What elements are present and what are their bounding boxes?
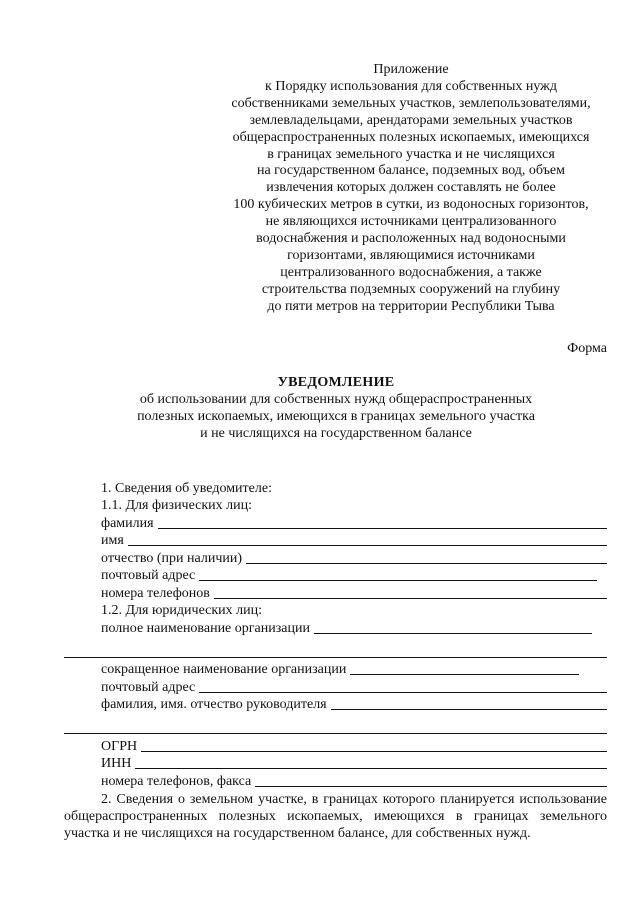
phones-fax-label: номера телефонов, факса bbox=[101, 773, 252, 789]
inn-label: ИНН bbox=[101, 756, 132, 771]
name-label: имя bbox=[101, 533, 124, 548]
ogrn-label: ОГРН bbox=[101, 738, 138, 754]
inn-row bbox=[64, 754, 607, 772]
director-field[interactable] bbox=[331, 709, 607, 710]
individuals-heading-row bbox=[64, 496, 607, 514]
appendix-line: к Порядку использования для собственных нужд bbox=[265, 78, 557, 94]
appendix-line: общераспространенных полезных ископаемых, имеющихся bbox=[232, 129, 590, 145]
form-label: Форма bbox=[567, 341, 607, 356]
subtitle-line: об использовании для собственных нужд общераспространенных bbox=[139, 392, 533, 407]
appendix-line: до пяти метров на территории Республики Тыва bbox=[267, 298, 555, 314]
full-name-field[interactable] bbox=[314, 633, 592, 634]
document-subtitle bbox=[60, 391, 612, 442]
individuals-heading: 1.1. Для физических лиц: bbox=[101, 498, 253, 513]
appendix-line: 100 кубических метров в сутки, из водоносных горизонтов, bbox=[233, 197, 589, 213]
director-label: фамилия, имя. отчество руководителя bbox=[101, 697, 327, 712]
surname-field[interactable] bbox=[158, 528, 607, 529]
short-name-row bbox=[64, 660, 607, 678]
appendix-line: водоснабжения и расположенных над водоносными bbox=[256, 231, 566, 247]
appendix-line: Приложение bbox=[373, 62, 449, 77]
subtitle-line: и не числящихся на государственном балансе bbox=[200, 426, 472, 441]
postal-address-row bbox=[64, 566, 607, 584]
document-title: УВЕДОМЛЕНИЕ bbox=[277, 375, 395, 390]
section1-heading: 1. Сведения об уведомителе: bbox=[101, 480, 272, 496]
appendix-line: извлечения которых должен составлять не более bbox=[266, 180, 556, 196]
patronymic-label: отчество (при наличии) bbox=[101, 550, 243, 566]
appendix-line: в границах земельного участка и не числящихся bbox=[267, 146, 555, 162]
legal-postal-address-field[interactable] bbox=[199, 692, 607, 693]
subtitle-line: полезных ископаемых, имеющихся в границах земельного участка bbox=[137, 409, 535, 424]
appendix-header bbox=[200, 62, 622, 316]
postal-address-label: почтовый адрес bbox=[101, 568, 196, 583]
short-name-field[interactable] bbox=[350, 674, 579, 675]
appendix-line: собственниками земельных участков, землепользователями, bbox=[231, 95, 591, 111]
short-name-label: сокращенное наименование организации bbox=[101, 662, 347, 677]
ogrn-field[interactable] bbox=[141, 751, 607, 752]
legal-postal-address-label: почтовый адрес bbox=[101, 679, 196, 695]
legal-postal-address-row bbox=[64, 677, 607, 695]
phones-field[interactable] bbox=[214, 598, 607, 599]
appendix-line: централизованного водоснабжения, а также bbox=[280, 264, 542, 280]
inn-field[interactable] bbox=[135, 768, 607, 769]
director-row bbox=[64, 695, 607, 713]
section1-heading-row bbox=[64, 478, 607, 496]
phones-row bbox=[64, 583, 607, 601]
full-name-continuation-field[interactable] bbox=[64, 657, 607, 658]
section2-paragraph: 2. Сведения о земельном участке, в границах которого планируется использование общераспространенных полезных ископаемых, имеющихся в границах земельного участка и не числящихся на государственном балансе, для собственных нужд. bbox=[64, 791, 607, 841]
phones-fax-row bbox=[64, 771, 607, 789]
appendix-line: не являющихся источниками централизованного bbox=[265, 214, 557, 230]
name-field[interactable] bbox=[128, 545, 607, 546]
surname-row bbox=[64, 513, 607, 531]
postal-address-field[interactable] bbox=[199, 580, 597, 581]
director-continuation-field[interactable] bbox=[64, 733, 607, 734]
patronymic-row bbox=[64, 548, 607, 566]
appendix-line: на государственном балансе, подземных вод, объем bbox=[256, 163, 566, 179]
name-row bbox=[64, 531, 607, 549]
appendix-line: строительства подземных сооружений на глубину bbox=[261, 281, 561, 297]
ogrn-row bbox=[64, 736, 607, 754]
full-name-label: полное наименование организации bbox=[101, 620, 310, 636]
director-continuation-row bbox=[64, 712, 607, 736]
title-block bbox=[60, 374, 612, 442]
full-name-row bbox=[64, 618, 607, 636]
surname-label: фамилия bbox=[101, 515, 154, 531]
appendix-line: землевладельцами, арендаторами земельных участков bbox=[249, 112, 573, 128]
full-name-continuation-row bbox=[64, 636, 607, 660]
notification-form bbox=[64, 478, 607, 842]
appendix-line: горизонтами, являющимися источниками bbox=[287, 247, 535, 263]
legal-heading-row bbox=[64, 601, 607, 619]
phones-label: номера телефонов bbox=[101, 585, 210, 601]
patronymic-field[interactable] bbox=[246, 563, 607, 564]
legal-heading: 1.2. Для юридических лиц: bbox=[101, 603, 263, 618]
phones-fax-field[interactable] bbox=[255, 786, 607, 787]
